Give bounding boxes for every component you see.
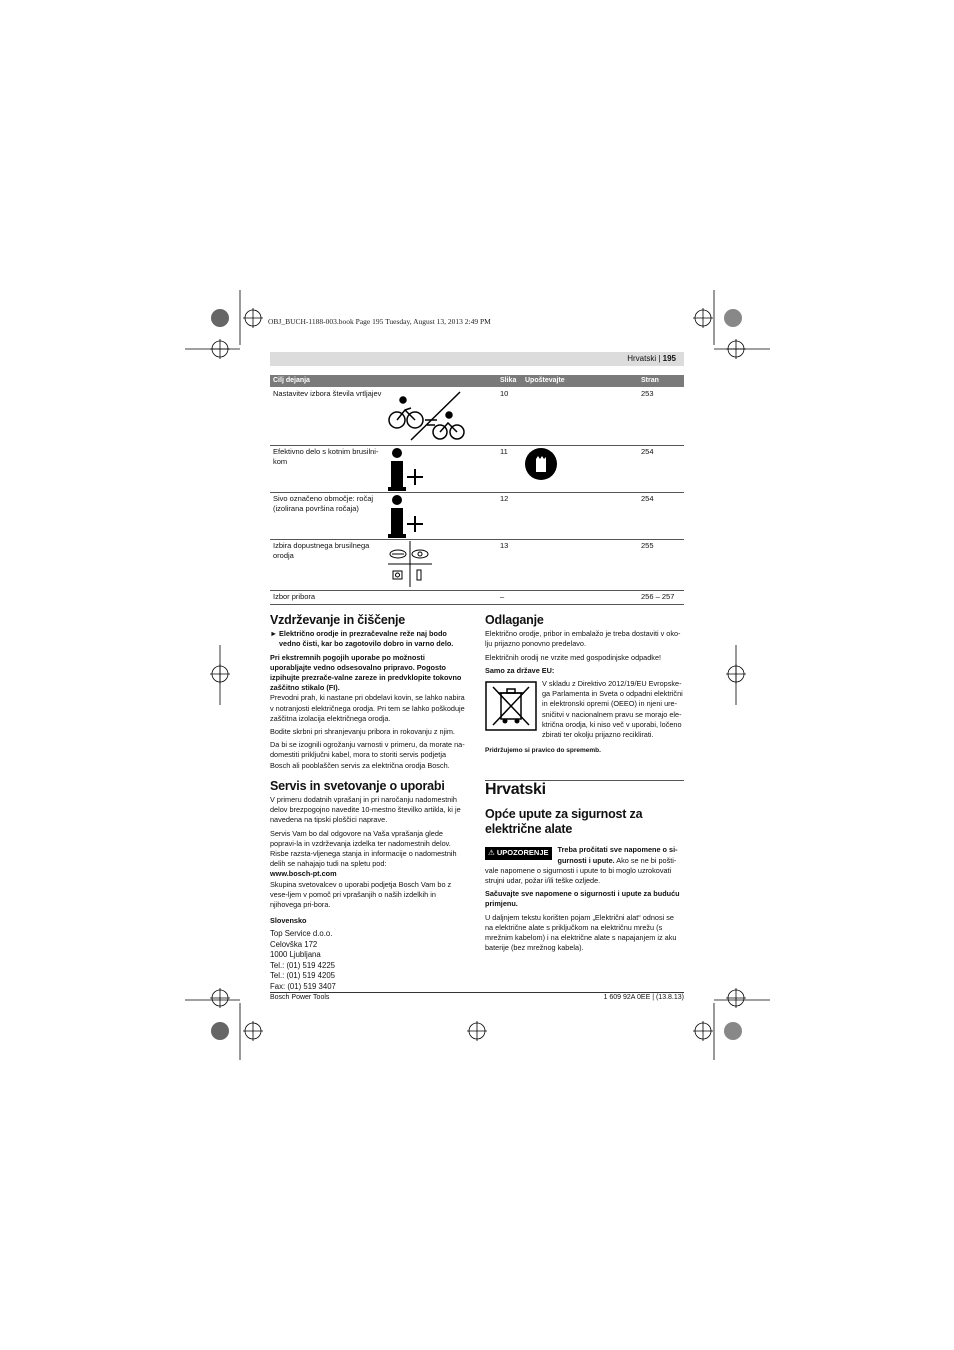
grinding-tools-icon [388,541,432,587]
footer-brand: Bosch Power Tools [270,994,330,1001]
table-row: Efektivno delo s kotnim brusilni-kom 11 254 [270,445,684,493]
col-goal: Cilj dejanja [273,377,310,384]
maintenance-text-3: Da bi se izognili ogrožanju varnosti v primeru, da morate na-domestiti priključni kabel, mora to storiti servis podjetja Bosch ali pooblaščen servis za električna orodja Bosch. [270,740,465,770]
maintenance-bold: Pri ekstremnih pogojih uporabe po možnosti uporabljajte vedno odsesovalno pripravo. Pogosto izpihujte prezrače-valne zareze in predvklopite tokovno zaščitno stikalo (FI). [270,652,462,693]
warning-paragraph: ⚠ UPOZORENJE Treba pročitati sve napomene o si-gurnosti i upute. Ako se ne bi pošti-vale napomene o sigurnosti i upute to bi moglo uzrokovati strujni udar, požar i/ili teške ozljede. [485,845,678,886]
bicycle-speed-icon [385,390,475,442]
footer-code: 1 609 92A 0EE | (13.8.13) [603,994,684,1001]
warning-triangle-icon: ⚠ [488,848,495,858]
service-country: Slovensko [270,916,307,926]
table-row: Izbor pribora – 256 – 257 [270,590,684,605]
header-language: Hrvatski [627,354,657,363]
left-column [270,615,468,992]
hr-definition: U daljnjem tekstu korišten pojam „Električni alat“ odnosi se na električne alate s priključkom na električnu mrežu (s mrežnim kabelom) i na električne alate s napajanjem iz aku baterije (bez mrežnog kabela). [485,912,677,953]
maintenance-text-1: Prevodni prah, ki nastane pri obdelavi kovin, se lahko nabira v notranjosti električnega orodja. Pri tem se lahko poškoduje zaščitna izolacija električnega orodja. [270,693,465,723]
heading-language: Hrvatski [485,781,546,799]
book-line: OBJ_BUCH-1188-003.book Page 195 Tuesday, August 13, 2013 2:49 PM [268,317,491,326]
table-row: Izbira dopustnega brusilnega orodja 13 255 [270,539,684,591]
page-header [270,352,684,366]
col-figure: Slika [500,377,517,384]
service-url[interactable]: www.bosch-pt.com [270,869,337,879]
col-page: Stran [641,377,659,384]
service-text-2: Servis Vam bo dal odgovore na Vaša vprašanja glede popravi-la in vzdrževanja izdelka ter nadomestnih delov. Risbe razsta-vljenega stanja in informacije o nadomestnih delih se nahajajo tudi na spletu pod: [270,828,457,869]
info-plus-icon [387,447,427,493]
bullet-arrow-icon: ► [270,629,278,639]
heading-safety: Opće upute za sigurnost za električne alate [485,807,643,837]
table-row: Sivo označeno območje: ročaj (izolirana površina ročaja) 12 254 [270,492,684,540]
maintenance-bullet: ► Električno orodje in prezračevalne reže naj bodo vedno čisti, kar bo zagotovilo dobro in varno delo. [270,629,454,649]
disposal-eu: Samo za države EU: [485,665,555,675]
heading-disposal: Odlaganje [485,613,544,627]
service-text-3: Skupina svetovalcev o uporabi podjetja Bosch Vam bo z vese-ljem v pomoč pri vprašanjih o naših izdelkih in njihovega pri-bora. [270,879,452,910]
table-row: Nastavitev izbora števila vrtljajev 10 253 [270,387,684,446]
heading-maintenance: Vzdrževanje in čiščenje [270,613,406,627]
service-address: Top Service d.o.o. Celovška 172 1000 Ljubljana Tel.: (01) 519 4225 Tel.: (01) 519 4205 Fax: (01) 519 3407 [270,929,336,991]
weee-bin-icon [485,681,537,731]
page-number: 195 [662,354,676,363]
disposal-text-2: Električnih orodij ne vrzite med gospodinjske odpadke! [485,652,662,662]
header-separator: | [658,354,661,363]
disposal-note: Pridržujemo si pravico do sprememb. [485,747,601,755]
footer-divider [270,992,684,993]
disposal-text-1: Električno orodje, pribor in embalažo je treba dostaviti v oko-lju prijazno ponovno predelavo. [485,629,681,649]
info-plus-icon [387,494,427,540]
right-column [485,615,684,956]
maintenance-text-2: Bodite skrbni pri shranjevanju pribora in rokovanju z njim. [270,727,455,737]
keep-instructions: Sačuvajte sve napomene o sigurnosti i upute za buduću primjenu. [485,889,680,909]
heading-service: Servis in svetovanje o uporabi [270,778,445,793]
service-text-1: V primeru dodatnih vprašanj in pri naročanju nadomestnih delov brezpogojno navedite 10-mestno številko artikla, ki je navedena na tipski ploščici naprave. [270,795,461,825]
gloves-icon [524,447,558,481]
disposal-text-3: V skladu z Direktivo 2012/19/EU Evropske-ga Parlamenta in Sveta o odpadni električni in elektronski opremi (OEEO) in njeni ure-sničitvi v nacionalnem pravu se morajo ele-ktrična orodja, ki niso več v uporabi, ločeno zbirati ter okolju prijazno reciklirati. [542,679,683,740]
col-note: Upoštevajte [525,377,565,384]
table-header [270,375,684,387]
warning-badge: ⚠ UPOZORENJE [485,847,552,859]
